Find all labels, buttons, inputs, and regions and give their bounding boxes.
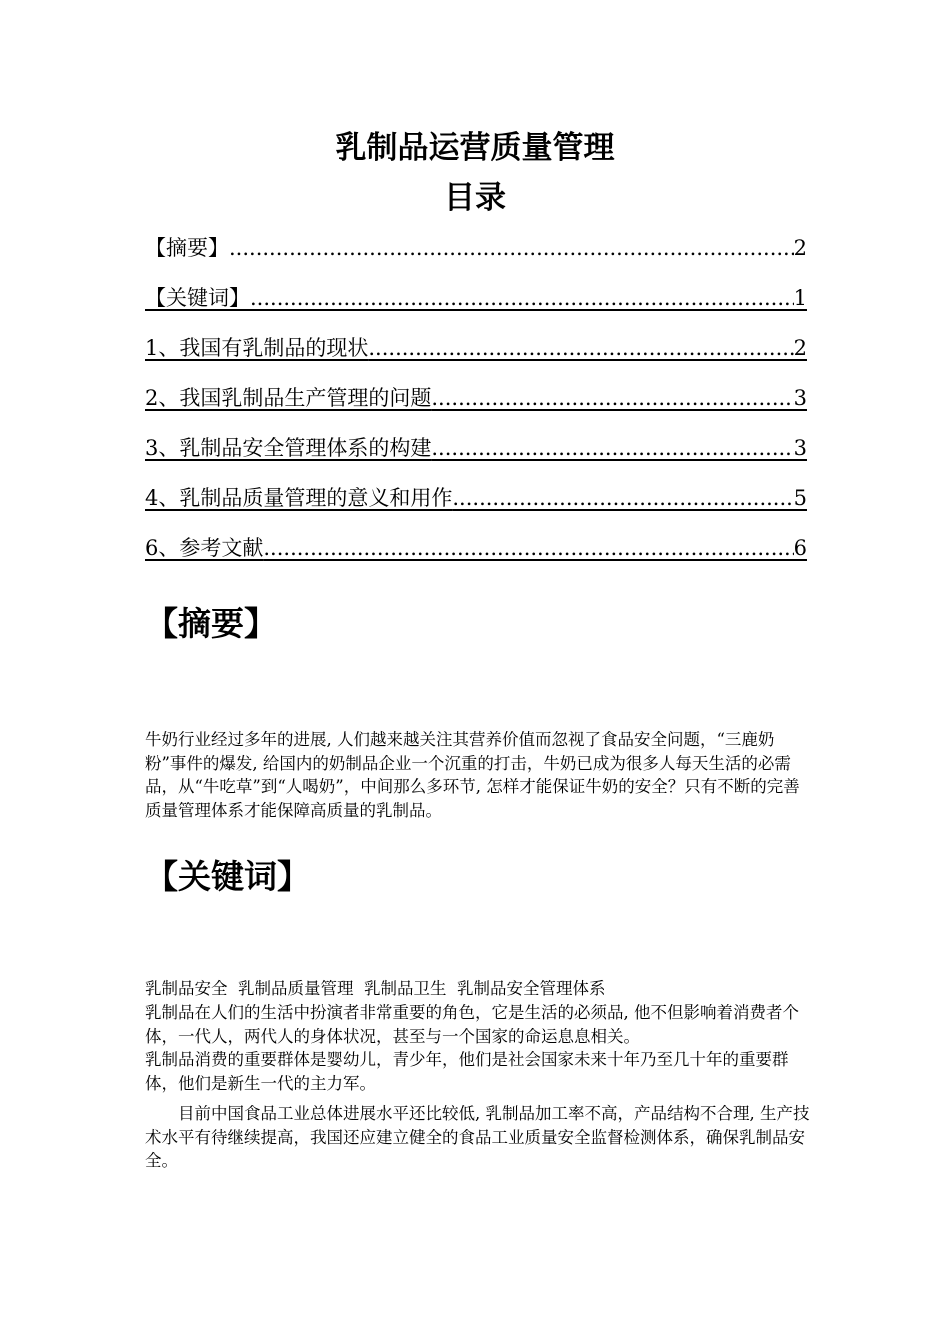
toc-leader-dots [229, 228, 794, 268]
table-of-contents [145, 228, 807, 578]
toc-entry-page: 3 [793, 386, 807, 410]
toc-entry-page: 3 [793, 436, 807, 460]
toc-entry-section-3[interactable] [145, 428, 807, 478]
body-paragraph-1: 乳制品在人们的生活中扮演者非常重要的角色，它是生活的必须品, 他不但影响着消费者个体，一代人，两代人的身体状况，甚至与一个国家的命运息息相关。 [145, 1003, 799, 1046]
toc-entry-label: 【关键词】 [145, 286, 250, 310]
keywords-heading: 【关键词】 [145, 857, 310, 896]
toc-entry-label: 3、乳制品安全管理体系的构建 [145, 436, 432, 460]
toc-entry-page: 6 [793, 536, 807, 560]
toc-entry-section-1[interactable] [145, 328, 807, 378]
body-paragraph-3: 目前中国食品工业总体进展水平还比较低, 乳制品加工率不高，产品结构不合理, 生产技术水平有待继续提高，我国还应建立健全的食品工业质量安全监督检测体系，确保乳制品安全。 [145, 1104, 810, 1170]
toc-entry-label: 1、我国有乳制品的现状 [145, 336, 369, 360]
body-paragraph-2: 乳制品消费的重要群体是婴幼儿，青少年，他们是社会国家未来十年乃至几十年的重要群体，他们是新生一代的主力军。 [145, 1050, 789, 1093]
document-title: 乳制品运营质量管理 [335, 130, 615, 166]
toc-entry-label: 2、我国乳制品生产管理的问题 [145, 386, 432, 410]
toc-entry-page: 1 [793, 286, 807, 310]
keywords-line: 乳制品安全 乳制品质量管理 乳制品卫生 乳制品安全管理体系 [145, 979, 606, 998]
toc-entry-keywords[interactable] [145, 278, 807, 328]
abstract-paragraph: 牛奶行业经过多年的进展, 人们越来越关注其营养价值而忽视了食品安全问题，“三鹿奶粉”事件的爆发, 给国内的奶制品企业一个沉重的打击，牛奶已成为很多人每天生活的必需品，从“牛吃草”到“人喝奶”，中间那么多环节, 怎样才能保证牛奶的安全？只有不断的完善质量管理体系才能保障高质量的乳制品。 [145, 730, 800, 820]
abstract-heading: 【摘要】 [145, 604, 277, 643]
toc-entry-label: 【摘要】 [145, 236, 229, 260]
toc-entry-section-4[interactable] [145, 478, 807, 528]
toc-entry-label: 4、乳制品质量管理的意义和用作 [145, 486, 453, 510]
toc-leader-dots [263, 528, 793, 568]
toc-entry-page: 5 [793, 486, 807, 510]
toc-entry-page: 2 [793, 236, 807, 260]
toc-entry-references[interactable] [145, 528, 807, 578]
toc-leader-dots [431, 378, 793, 418]
toc-entry-abstract[interactable] [145, 228, 807, 278]
toc-entry-page: 2 [793, 336, 807, 360]
toc-heading: 目录 [444, 180, 506, 216]
toc-leader-dots [452, 478, 793, 518]
toc-entry-label: 6、参考文献 [145, 536, 264, 560]
toc-entry-section-2[interactable] [145, 378, 807, 428]
toc-leader-dots [368, 328, 793, 368]
toc-leader-dots [250, 278, 794, 318]
toc-leader-dots [431, 428, 793, 468]
